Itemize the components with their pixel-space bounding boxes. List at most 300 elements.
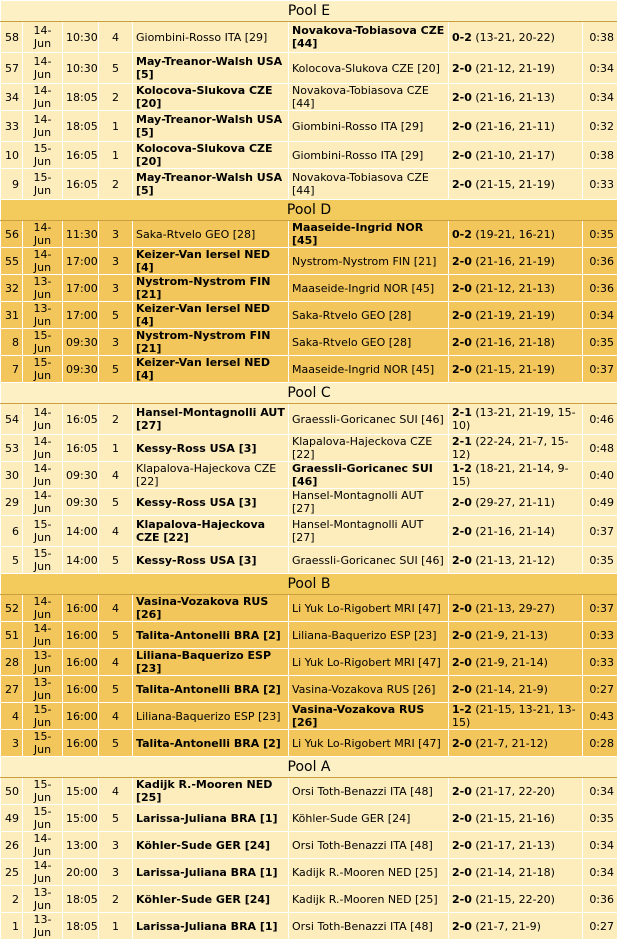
team-a: Talita-Antonelli BRA [2] <box>133 622 289 649</box>
match-result <box>449 730 583 757</box>
match-date: 14-Jun <box>23 84 63 111</box>
match-number: 53 <box>1 435 23 462</box>
team-a: Klapalova-Hajeckova CZE [22] <box>133 516 289 547</box>
match-date: 15-Jun <box>23 516 63 547</box>
match-number: 5 <box>1 547 23 574</box>
match-sets: (21-15, 21-16) <box>475 812 555 825</box>
match-row <box>1 778 617 805</box>
match-duration: 0:34 <box>583 53 617 84</box>
pool-header <box>1 383 617 404</box>
match-date: 14-Jun <box>23 111 63 142</box>
match-sets: (18-21, 21-14, 9-15) <box>452 462 569 488</box>
match-time: 18:05 <box>63 886 99 913</box>
results-body <box>1 1 617 940</box>
team-b: Nystrom-Nystrom FIN [21] <box>289 248 449 275</box>
team-a: Talita-Antonelli BRA [2] <box>133 730 289 757</box>
team-b: Vasina-Vozakova RUS [26] <box>289 703 449 730</box>
match-date: 14-Jun <box>23 859 63 886</box>
match-date: 13-Jun <box>23 676 63 703</box>
match-row <box>1 730 617 757</box>
match-result <box>449 595 583 622</box>
team-b: Hansel-Montagnolli AUT [27] <box>289 489 449 516</box>
match-score: 2-0 <box>452 656 472 669</box>
team-b: Kadijk R.-Mooren NED [25] <box>289 859 449 886</box>
match-row <box>1 622 617 649</box>
match-score: 2-0 <box>452 120 472 133</box>
match-row <box>1 516 617 547</box>
match-row <box>1 547 617 574</box>
match-duration: 0:36 <box>583 275 617 302</box>
match-score: 2-0 <box>452 178 472 191</box>
match-row <box>1 913 617 940</box>
match-score: 2-0 <box>452 363 472 376</box>
team-a: Klapalova-Hajeckova CZE [22] <box>133 462 289 489</box>
match-duration: 0:27 <box>583 676 617 703</box>
match-score: 1-2 <box>452 703 472 716</box>
team-a: May-Treanor-Walsh USA [5] <box>133 53 289 84</box>
match-score: 2-0 <box>452 255 472 268</box>
match-result <box>449 778 583 805</box>
team-a: Talita-Antonelli BRA [2] <box>133 676 289 703</box>
team-a: Kessy-Ross USA [3] <box>133 435 289 462</box>
match-sets: (21-7, 21-12) <box>475 737 548 750</box>
match-time: 09:30 <box>63 329 99 356</box>
match-row <box>1 53 617 84</box>
match-time: 17:00 <box>63 275 99 302</box>
team-a: Vasina-Vozakova RUS [26] <box>133 595 289 622</box>
match-score: 2-0 <box>452 785 472 798</box>
match-court: 1 <box>99 142 133 169</box>
match-result <box>449 805 583 832</box>
match-duration: 0:35 <box>583 221 617 248</box>
match-time: 16:05 <box>63 142 99 169</box>
match-row <box>1 859 617 886</box>
match-duration: 0:34 <box>583 859 617 886</box>
match-row <box>1 111 617 142</box>
match-result <box>449 435 583 462</box>
match-court: 5 <box>99 356 133 383</box>
match-result <box>449 703 583 730</box>
match-sets: (21-12, 21-19) <box>475 62 555 75</box>
match-result <box>449 356 583 383</box>
match-duration: 0:37 <box>583 595 617 622</box>
match-score: 0-2 <box>452 228 472 241</box>
match-sets: (21-16, 21-19) <box>475 255 555 268</box>
pool-title: Pool B <box>1 574 617 595</box>
match-duration: 0:34 <box>583 302 617 329</box>
match-score: 2-0 <box>452 629 472 642</box>
match-sets: (21-14, 21-9) <box>475 683 548 696</box>
match-result <box>449 622 583 649</box>
match-duration: 0:46 <box>583 404 617 435</box>
match-result <box>449 886 583 913</box>
match-sets: (21-14, 21-18) <box>475 866 555 879</box>
match-sets: (21-16, 21-11) <box>475 120 555 133</box>
team-b: Maaseide-Ingrid NOR [45] <box>289 275 449 302</box>
match-score: 0-2 <box>452 31 472 44</box>
match-court: 3 <box>99 275 133 302</box>
match-score: 2-0 <box>452 839 472 852</box>
match-score: 2-0 <box>452 737 472 750</box>
match-number: 9 <box>1 169 23 200</box>
team-b: Novakova-Tobiasova CZE [44] <box>289 84 449 111</box>
team-b: Saka-Rtvelo GEO [28] <box>289 329 449 356</box>
match-time: 17:00 <box>63 248 99 275</box>
match-result <box>449 489 583 516</box>
match-duration: 0:48 <box>583 435 617 462</box>
match-score: 2-0 <box>452 602 472 615</box>
match-date: 15-Jun <box>23 356 63 383</box>
match-duration: 0:33 <box>583 649 617 676</box>
match-number: 1 <box>1 913 23 940</box>
match-row <box>1 221 617 248</box>
match-duration: 0:35 <box>583 547 617 574</box>
match-duration: 0:37 <box>583 356 617 383</box>
match-date: 15-Jun <box>23 730 63 757</box>
match-sets: (21-13, 29-27) <box>475 602 555 615</box>
team-b: Orsi Toth-Benazzi ITA [48] <box>289 913 449 940</box>
team-b: Giombini-Rosso ITA [29] <box>289 111 449 142</box>
match-date: 14-Jun <box>23 489 63 516</box>
match-score: 2-0 <box>452 309 472 322</box>
team-a: Köhler-Sude GER [24] <box>133 832 289 859</box>
match-duration: 0:34 <box>583 84 617 111</box>
match-row <box>1 832 617 859</box>
match-sets: (21-12, 21-13) <box>475 282 555 295</box>
match-number: 8 <box>1 329 23 356</box>
match-sets: (29-27, 21-11) <box>475 496 555 509</box>
pool-title: Pool D <box>1 200 617 221</box>
match-result <box>449 302 583 329</box>
match-row <box>1 356 617 383</box>
match-court: 3 <box>99 329 133 356</box>
match-sets: (21-9, 21-13) <box>475 629 548 642</box>
match-court: 1 <box>99 435 133 462</box>
team-b: Hansel-Montagnolli AUT [27] <box>289 516 449 547</box>
match-time: 16:05 <box>63 435 99 462</box>
match-duration: 0:36 <box>583 886 617 913</box>
match-number: 26 <box>1 832 23 859</box>
match-sets: (21-17, 21-13) <box>475 839 555 852</box>
match-date: 15-Jun <box>23 547 63 574</box>
match-score: 2-0 <box>452 920 472 933</box>
match-number: 25 <box>1 859 23 886</box>
match-court: 2 <box>99 404 133 435</box>
match-time: 14:00 <box>63 516 99 547</box>
match-row <box>1 275 617 302</box>
pool-header <box>1 574 617 595</box>
match-court: 3 <box>99 248 133 275</box>
match-number: 28 <box>1 649 23 676</box>
match-number: 34 <box>1 84 23 111</box>
team-b: Graessli-Goricanec SUI [46] <box>289 547 449 574</box>
match-court: 1 <box>99 111 133 142</box>
match-date: 14-Jun <box>23 53 63 84</box>
match-duration: 0:49 <box>583 489 617 516</box>
match-date: 14-Jun <box>23 622 63 649</box>
match-time: 16:00 <box>63 595 99 622</box>
match-court: 5 <box>99 302 133 329</box>
match-row <box>1 142 617 169</box>
match-result <box>449 547 583 574</box>
team-b: Li Yuk Lo-Rigobert MRI [47] <box>289 730 449 757</box>
match-time: 16:05 <box>63 169 99 200</box>
match-court: 5 <box>99 547 133 574</box>
team-b: Vasina-Vozakova RUS [26] <box>289 676 449 703</box>
match-time: 10:30 <box>63 22 99 53</box>
match-row <box>1 84 617 111</box>
match-time: 09:30 <box>63 356 99 383</box>
team-a: Larissa-Juliana BRA [1] <box>133 805 289 832</box>
match-time: 16:00 <box>63 649 99 676</box>
match-court: 4 <box>99 595 133 622</box>
match-sets: (13-21, 20-22) <box>475 31 555 44</box>
match-sets: (21-19, 21-19) <box>475 309 555 322</box>
team-b: Graessli-Goricanec SUI [46] <box>289 404 449 435</box>
match-number: 7 <box>1 356 23 383</box>
match-time: 11:30 <box>63 221 99 248</box>
match-number: 52 <box>1 595 23 622</box>
match-row <box>1 595 617 622</box>
match-number: 49 <box>1 805 23 832</box>
match-date: 14-Jun <box>23 221 63 248</box>
match-row <box>1 435 617 462</box>
match-date: 15-Jun <box>23 778 63 805</box>
match-score: 1-2 <box>452 462 472 475</box>
match-time: 18:05 <box>63 111 99 142</box>
match-time: 09:30 <box>63 489 99 516</box>
match-number: 58 <box>1 22 23 53</box>
match-time: 15:00 <box>63 805 99 832</box>
team-a: Kessy-Ross USA [3] <box>133 489 289 516</box>
match-number: 10 <box>1 142 23 169</box>
match-result <box>449 404 583 435</box>
match-row <box>1 649 617 676</box>
match-time: 20:00 <box>63 859 99 886</box>
team-a: Kolocova-Slukova CZE [20] <box>133 142 289 169</box>
match-court: 2 <box>99 169 133 200</box>
match-sets: (21-9, 21-14) <box>475 656 548 669</box>
match-score: 2-0 <box>452 62 472 75</box>
match-time: 15:00 <box>63 778 99 805</box>
match-row <box>1 886 617 913</box>
match-score: 2-0 <box>452 149 472 162</box>
match-court: 1 <box>99 913 133 940</box>
match-time: 16:00 <box>63 703 99 730</box>
match-time: 18:05 <box>63 913 99 940</box>
match-row <box>1 404 617 435</box>
team-a: May-Treanor-Walsh USA [5] <box>133 111 289 142</box>
match-court: 4 <box>99 462 133 489</box>
match-sets: (21-15, 21-19) <box>475 178 555 191</box>
match-duration: 0:38 <box>583 142 617 169</box>
match-result <box>449 169 583 200</box>
match-row <box>1 489 617 516</box>
team-b: Novakova-Tobiasova CZE [44] <box>289 169 449 200</box>
team-a: Larissa-Juliana BRA [1] <box>133 913 289 940</box>
match-time: 16:00 <box>63 676 99 703</box>
match-sets: (21-13, 21-12) <box>475 554 555 567</box>
team-b: Graessli-Goricanec SUI [46] <box>289 462 449 489</box>
team-b: Kadijk R.-Mooren NED [25] <box>289 886 449 913</box>
match-duration: 0:38 <box>583 22 617 53</box>
team-a: Kolocova-Slukova CZE [20] <box>133 84 289 111</box>
match-result <box>449 649 583 676</box>
match-time: 10:30 <box>63 53 99 84</box>
match-score: 2-0 <box>452 336 472 349</box>
team-b: Novakova-Tobiasova CZE [44] <box>289 22 449 53</box>
team-b: Maaseide-Ingrid NOR [45] <box>289 221 449 248</box>
match-score: 2-0 <box>452 282 472 295</box>
match-number: 55 <box>1 248 23 275</box>
match-duration: 0:32 <box>583 111 617 142</box>
match-date: 14-Jun <box>23 595 63 622</box>
match-row <box>1 676 617 703</box>
team-b: Kolocova-Slukova CZE [20] <box>289 53 449 84</box>
match-number: 30 <box>1 462 23 489</box>
team-b: Köhler-Sude GER [24] <box>289 805 449 832</box>
match-time: 16:00 <box>63 622 99 649</box>
match-date: 13-Jun <box>23 302 63 329</box>
match-result <box>449 22 583 53</box>
match-date: 14-Jun <box>23 248 63 275</box>
match-number: 3 <box>1 730 23 757</box>
match-court: 3 <box>99 221 133 248</box>
match-row <box>1 329 617 356</box>
team-b: Klapalova-Hajeckova CZE [22] <box>289 435 449 462</box>
match-date: 13-Jun <box>23 913 63 940</box>
match-sets: (21-15, 21-19) <box>475 363 555 376</box>
match-row <box>1 805 617 832</box>
team-b: Liliana-Baquerizo ESP [23] <box>289 622 449 649</box>
match-date: 13-Jun <box>23 649 63 676</box>
match-result <box>449 275 583 302</box>
match-time: 09:30 <box>63 462 99 489</box>
match-court: 2 <box>99 84 133 111</box>
match-result <box>449 142 583 169</box>
team-b: Saka-Rtvelo GEO [28] <box>289 302 449 329</box>
match-court: 5 <box>99 622 133 649</box>
match-duration: 0:27 <box>583 913 617 940</box>
match-time: 13:00 <box>63 832 99 859</box>
match-court: 5 <box>99 53 133 84</box>
match-number: 56 <box>1 221 23 248</box>
team-a: Keizer-Van Iersel NED [4] <box>133 356 289 383</box>
match-number: 54 <box>1 404 23 435</box>
match-score: 2-0 <box>452 554 472 567</box>
match-result <box>449 913 583 940</box>
match-time: 16:00 <box>63 730 99 757</box>
match-row <box>1 703 617 730</box>
match-court: 2 <box>99 886 133 913</box>
match-time: 16:05 <box>63 404 99 435</box>
match-date: 15-Jun <box>23 805 63 832</box>
team-a: Giombini-Rosso ITA [29] <box>133 22 289 53</box>
match-number: 27 <box>1 676 23 703</box>
match-number: 6 <box>1 516 23 547</box>
match-result <box>449 462 583 489</box>
team-a: Keizer-Van Iersel NED [4] <box>133 248 289 275</box>
match-date: 14-Jun <box>23 22 63 53</box>
match-duration: 0:34 <box>583 778 617 805</box>
match-time: 14:00 <box>63 547 99 574</box>
match-court: 4 <box>99 516 133 547</box>
match-score: 2-0 <box>452 91 472 104</box>
match-sets: (19-21, 16-21) <box>475 228 555 241</box>
match-result <box>449 84 583 111</box>
match-duration: 0:36 <box>583 248 617 275</box>
match-sets: (21-15, 22-20) <box>475 893 555 906</box>
match-score: 2-0 <box>452 525 472 538</box>
match-score: 2-0 <box>452 812 472 825</box>
match-result <box>449 221 583 248</box>
match-result <box>449 859 583 886</box>
team-a: Nystrom-Nystrom FIN [21] <box>133 275 289 302</box>
match-number: 31 <box>1 302 23 329</box>
team-b: Li Yuk Lo-Rigobert MRI [47] <box>289 595 449 622</box>
team-a: Saka-Rtvelo GEO [28] <box>133 221 289 248</box>
team-b: Li Yuk Lo-Rigobert MRI [47] <box>289 649 449 676</box>
match-duration: 0:37 <box>583 516 617 547</box>
match-result <box>449 248 583 275</box>
team-a: Liliana-Baquerizo ESP [23] <box>133 703 289 730</box>
match-score: 2-1 <box>452 406 472 419</box>
match-sets: (21-15, 13-21, 13-15) <box>452 703 576 729</box>
pool-header <box>1 1 617 22</box>
match-score: 2-0 <box>452 893 472 906</box>
match-court: 4 <box>99 778 133 805</box>
match-result <box>449 111 583 142</box>
match-sets: (21-16, 21-14) <box>475 525 555 538</box>
pool-title: Pool C <box>1 383 617 404</box>
match-duration: 0:43 <box>583 703 617 730</box>
match-row <box>1 462 617 489</box>
pool-header <box>1 200 617 221</box>
match-time: 17:00 <box>63 302 99 329</box>
pool-header <box>1 757 617 778</box>
team-a: May-Treanor-Walsh USA [5] <box>133 169 289 200</box>
match-duration: 0:40 <box>583 462 617 489</box>
match-number: 29 <box>1 489 23 516</box>
match-row <box>1 302 617 329</box>
team-a: Kessy-Ross USA [3] <box>133 547 289 574</box>
match-duration: 0:33 <box>583 622 617 649</box>
match-date: 14-Jun <box>23 404 63 435</box>
match-row <box>1 169 617 200</box>
match-date: 13-Jun <box>23 886 63 913</box>
match-duration: 0:35 <box>583 329 617 356</box>
match-time: 18:05 <box>63 84 99 111</box>
match-sets: (21-17, 22-20) <box>475 785 555 798</box>
team-b: Orsi Toth-Benazzi ITA [48] <box>289 832 449 859</box>
match-sets: (22-24, 21-7, 15-12) <box>452 435 569 461</box>
match-court: 3 <box>99 859 133 886</box>
match-date: 15-Jun <box>23 703 63 730</box>
team-b: Giombini-Rosso ITA [29] <box>289 142 449 169</box>
match-court: 5 <box>99 805 133 832</box>
match-court: 5 <box>99 676 133 703</box>
match-sets: (21-16, 21-13) <box>475 91 555 104</box>
match-duration: 0:34 <box>583 832 617 859</box>
match-duration: 0:28 <box>583 730 617 757</box>
match-result <box>449 832 583 859</box>
team-a: Hansel-Montagnolli AUT [27] <box>133 404 289 435</box>
match-score: 2-0 <box>452 496 472 509</box>
match-date: 15-Jun <box>23 142 63 169</box>
team-a: Keizer-Van Iersel NED [4] <box>133 302 289 329</box>
match-sets: (21-10, 21-17) <box>475 149 555 162</box>
match-court: 4 <box>99 703 133 730</box>
